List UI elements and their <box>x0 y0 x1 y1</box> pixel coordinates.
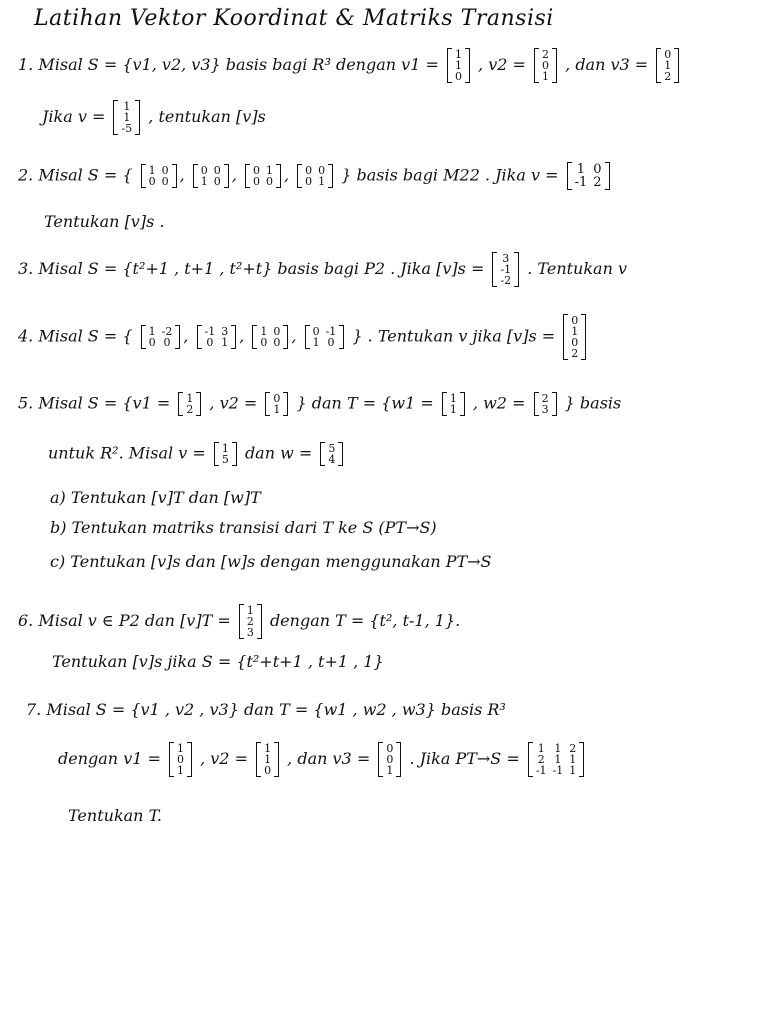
matrix-entry: 0 <box>273 336 281 349</box>
vector-v <box>113 100 140 135</box>
matrix-entry: 0 <box>305 164 313 177</box>
problem-1-line-1 <box>18 48 682 83</box>
matrix-entry: -1 <box>500 263 512 276</box>
matrix-entry: 0 <box>161 175 169 188</box>
transition-matrix-label: . Jika PT→S = <box>409 749 520 768</box>
matrix-entry: 0 <box>542 59 550 72</box>
vector-w1 <box>442 392 465 416</box>
matrix-v <box>567 162 610 190</box>
matrix-entry: 0 <box>273 392 281 405</box>
matrix-entry: 0 <box>265 175 273 188</box>
problem-7-line-2 <box>58 742 587 777</box>
matrix-m2 <box>193 164 229 188</box>
matrix-entry: 1 <box>664 59 672 72</box>
problem-6-t-basis: dengan T = {t², t-1, 1}. <box>269 611 461 630</box>
matrix-entry: 2 <box>246 615 254 628</box>
matrix-entry: 0 <box>163 336 171 349</box>
vector-v1 <box>178 392 201 416</box>
matrix-entry: 0 <box>264 764 272 777</box>
matrix-entry: 3 <box>541 403 549 416</box>
matrix-entry: 1 <box>264 753 272 766</box>
matrix-entry: 1 <box>554 753 562 766</box>
matrix-entry: 2 <box>542 48 550 61</box>
matrix-entry: 3 <box>502 252 510 265</box>
matrix-entry: 0 <box>454 70 462 83</box>
problem-1-line-2 <box>42 100 266 135</box>
matrix-entry: 0 <box>312 325 320 338</box>
vector-v1 <box>447 48 470 83</box>
matrix-entry: 1 <box>449 403 457 416</box>
matrix-entry: 0 <box>327 336 335 349</box>
matrix-entry: 1 <box>177 742 184 755</box>
matrix-entry: -2 <box>161 325 173 338</box>
matrix-entry: 1 <box>221 336 229 349</box>
problem-4-line-1: 4. Misal S = { 1 -2 0 0 , -1 3 0 1 , 1 0 0 0 , 0 -1 1 0 } . Tentukan v jika [v]s = 0 1 0 2 <box>18 314 589 360</box>
matrix-entry: 1 <box>260 325 268 338</box>
transition-matrix <box>528 742 584 777</box>
problem-3-line-1 <box>18 252 627 287</box>
matrix-entry: 0 <box>177 753 184 766</box>
matrix-entry: 0 <box>305 175 313 188</box>
matrix-entry: 2 <box>186 403 194 416</box>
matrix-entry: -1 <box>325 325 337 338</box>
matrix-entry: 2 <box>664 70 672 83</box>
t-basis-label: } dan T = {w1 = <box>296 393 434 413</box>
matrix-entry: 0 <box>260 336 268 349</box>
matrix-entry: 1 <box>264 742 272 755</box>
matrix-entry: 1 <box>386 764 394 777</box>
vector-vt <box>239 604 262 639</box>
vector-vs <box>563 314 586 360</box>
matrix-entry: 1 <box>312 336 320 349</box>
matrix-m2 <box>197 325 237 349</box>
matrix-entry: 1 <box>246 604 254 617</box>
problem-2-middle: } basis bagi M22 . Jika v = <box>341 165 559 185</box>
vector-v2 <box>265 392 288 416</box>
matrix-entry: 2 <box>571 347 579 360</box>
matrix-entry: 0 <box>664 48 672 61</box>
matrix-entry: 0 <box>148 175 156 188</box>
matrix-entry: 1 <box>571 325 579 338</box>
vector-v3 <box>378 742 401 777</box>
vector-v1 <box>169 742 192 777</box>
problem-7-line-3: Tentukan T. <box>68 806 162 825</box>
v2-label: , v2 = <box>200 749 248 768</box>
matrix-entry: 5 <box>328 442 336 455</box>
matrix-entry: 3 <box>246 626 254 639</box>
matrix-entry: 0 <box>386 753 394 766</box>
matrix-entry: 1 <box>454 59 462 72</box>
matrix-entry: -1 <box>535 764 547 777</box>
matrix-entry: 5 <box>221 453 229 466</box>
problem-4-middle: } . Tentukan v jika [v]s = <box>352 326 556 346</box>
matrix-entry: 1 <box>148 325 156 338</box>
matrix-entry: 1 <box>576 162 586 177</box>
basis-label: } basis <box>564 393 622 413</box>
matrix-entry: 0 <box>200 164 208 177</box>
matrix-entry: -5 <box>121 122 133 135</box>
problem-5-line-2 <box>48 442 346 466</box>
matrix-entry: 0 <box>252 175 260 188</box>
v2-label: , v2 = <box>209 393 258 413</box>
matrix-entry: -2 <box>500 274 512 287</box>
problem-2-line-1: 2. Misal S = { 1 0 0 0 , 0 0 1 0 , 0 1 0 0 , 0 0 0 1 } basis bagi M22 . Jika v = 1 0 -1 2 <box>18 162 613 190</box>
matrix-entry: 1 <box>537 742 545 755</box>
matrix-m3 <box>245 164 281 188</box>
matrix-m4 <box>297 164 333 188</box>
problem-5-line-1 <box>18 392 621 416</box>
vector-vs <box>492 252 519 287</box>
vector-v3 <box>656 48 679 83</box>
matrix-entry: 0 <box>161 164 169 177</box>
matrix-entry: 1 <box>569 764 577 777</box>
matrix-entry: 2 <box>569 742 577 755</box>
matrix-entry: 0 <box>593 162 602 177</box>
matrix-entry: 1 <box>273 403 281 416</box>
matrix-entry: -1 <box>552 764 564 777</box>
matrix-entry: 0 <box>386 742 394 755</box>
matrix-entry: 4 <box>328 453 336 466</box>
matrix-entry: 1 <box>449 392 457 405</box>
vector-w2 <box>534 392 557 416</box>
problem-7-line-1: 7. Misal S = {v1 , v2 , v3} dan T = {w1 , w2 , w3} basis R³ <box>26 700 506 719</box>
vector-v2 <box>256 742 279 777</box>
matrix-entry: 2 <box>541 392 549 405</box>
matrix-m4 <box>305 325 345 349</box>
untuk-r2-label: untuk R². Misal v = <box>48 443 206 463</box>
matrix-entry: 1 <box>318 175 326 188</box>
matrix-entry: 0 <box>252 164 260 177</box>
problem-3-text: 3. Misal S = {t²+1 , t+1 , t²+t} basis bagi P2 . Jika [v]s = <box>18 259 485 278</box>
problem-5-text: 5. Misal S = {v1 = <box>18 393 171 413</box>
matrix-entry: 1 <box>454 48 462 61</box>
matrix-entry: 1 <box>542 70 550 83</box>
matrix-entry: 0 <box>571 336 579 349</box>
dengan-label: dengan v1 = <box>58 749 161 768</box>
matrix-entry: 0 <box>318 164 326 177</box>
matrix-m1 <box>141 325 181 349</box>
matrix-entry: 0 <box>571 314 579 327</box>
matrix-entry: 1 <box>186 392 194 405</box>
matrix-m1 <box>141 164 177 188</box>
matrix-entry: -1 <box>204 325 216 338</box>
problem-5b: b) Tentukan matriks transisi dari T ke S (PT→S) <box>50 518 437 537</box>
problem-3-question: . Tentukan v <box>527 259 628 278</box>
matrix-entry: 1 <box>200 175 208 188</box>
matrix-entry: 0 <box>148 336 156 349</box>
problem-1-text: 1. Misal S = {v1, v2, v3} basis bagi R³ dengan v1 = <box>18 55 439 74</box>
matrix-entry: 1 <box>265 164 273 177</box>
vector-w <box>320 442 343 466</box>
vector-v <box>214 442 237 466</box>
v3-label: , dan v3 = <box>565 55 649 74</box>
w2-label: , w2 = <box>472 393 526 413</box>
problem-2-line-2: Tentukan [v]s . <box>44 212 165 231</box>
matrix-entry: 2 <box>537 753 545 766</box>
problem-5c: c) Tentukan [v]s dan [w]s dengan menggunakan PT→S <box>50 552 492 571</box>
matrix-entry: 1 <box>123 111 131 124</box>
page-title: Latihan Vektor Koordinat & Matriks Transisi <box>34 6 554 31</box>
v2-label: , v2 = <box>478 55 526 74</box>
v3-label: , dan v3 = <box>287 749 371 768</box>
matrix-entry: 0 <box>213 175 221 188</box>
vector-v2 <box>534 48 557 83</box>
matrix-entry: 3 <box>221 325 229 338</box>
problem-6-line-2: Tentukan [v]s jika S = {t²+t+1 , t+1 , 1} <box>52 652 384 671</box>
matrix-entry: 1 <box>554 742 562 755</box>
dan-w-label: dan w = <box>244 443 313 463</box>
problem-5a: a) Tentukan [v]T dan [w]T <box>50 488 261 507</box>
problem-4-text: 4. Misal S = { <box>18 326 133 346</box>
jika-v-label: Jika v = <box>42 107 106 126</box>
matrix-entry: 0 <box>206 336 214 349</box>
matrix-entry: -1 <box>574 175 588 190</box>
matrix-entry: 2 <box>593 175 602 190</box>
matrix-entry: 1 <box>123 100 131 113</box>
matrix-entry: 1 <box>148 164 156 177</box>
problem-6-text: 6. Misal v ∈ P2 dan [v]T = <box>18 611 231 630</box>
problem-6-line-1 <box>18 604 460 639</box>
matrix-entry: 1 <box>569 753 577 766</box>
matrix-entry: 0 <box>273 325 281 338</box>
problem-1-question: , tentukan [v]s <box>148 107 266 126</box>
matrix-entry: 1 <box>221 442 229 455</box>
matrix-m3 <box>252 325 288 349</box>
problem-2-text: 2. Misal S = { <box>18 165 133 185</box>
matrix-entry: 1 <box>177 764 184 777</box>
matrix-entry: 0 <box>213 164 221 177</box>
